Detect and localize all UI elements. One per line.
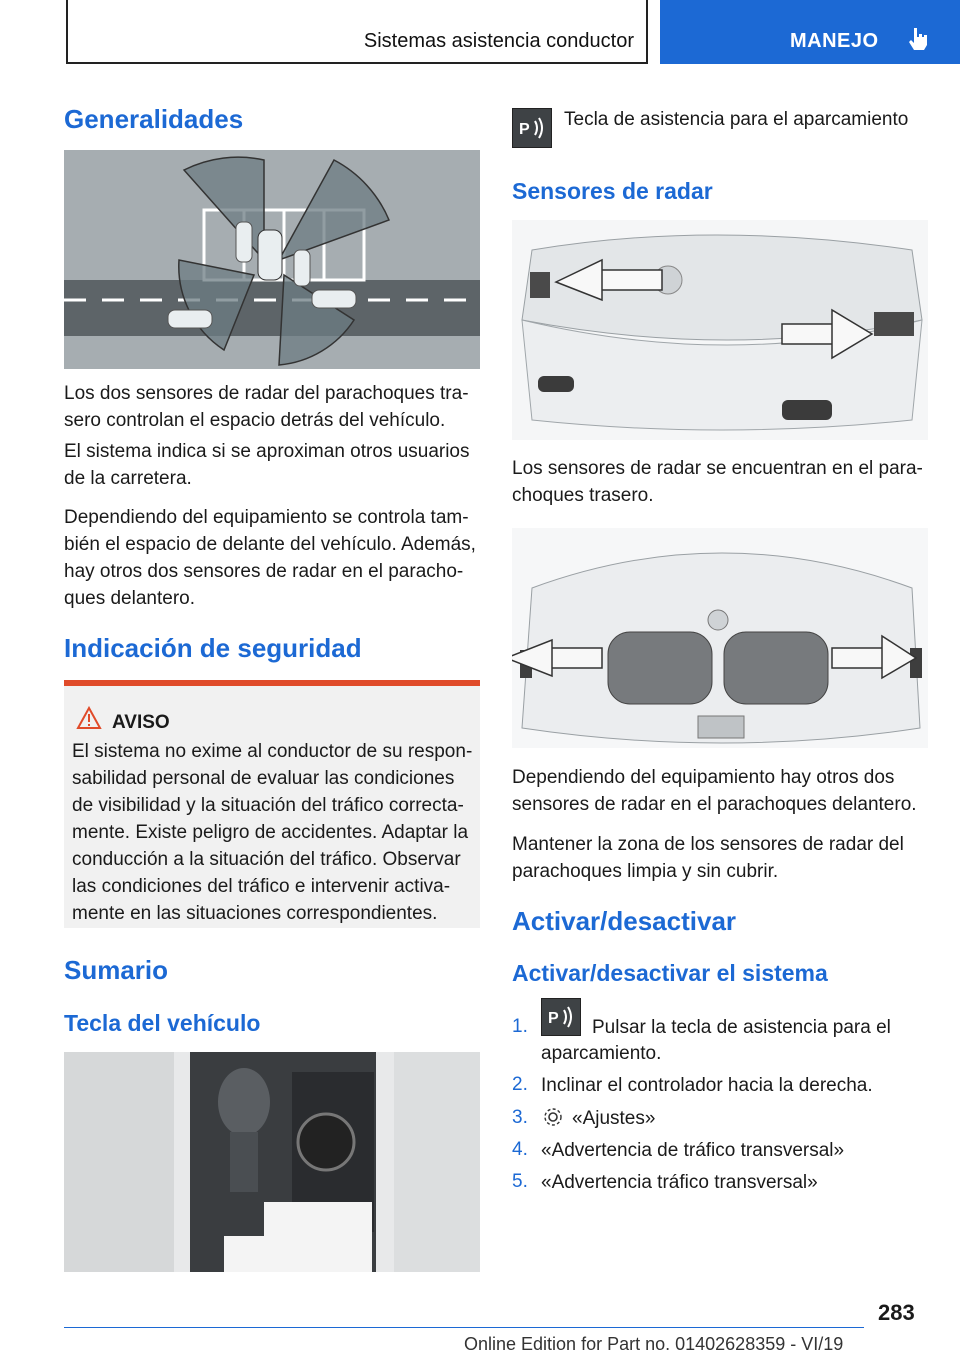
paragraph-system-indicates: El sistema indica si se aproximan otros usuarios de la carretera. (64, 441, 470, 489)
warning-title: AVISO (112, 712, 170, 733)
heading-tecla-vehiculo: Tecla del vehículo (64, 1010, 261, 1036)
heading-activar-desactivar: Activar/desactivar (512, 906, 737, 936)
vehicle-console-photo (64, 1052, 480, 1272)
footer-edition: Online Edition for Part no. 01402628359 - VI/19 (464, 1334, 844, 1354)
step-number: 5. (512, 1171, 528, 1192)
parking-assist-key-icon (512, 108, 552, 148)
header-chapter-tab[interactable] (660, 0, 960, 64)
step-number: 1. (512, 1016, 528, 1037)
step-number: 2. (512, 1074, 528, 1095)
heading-sumario: Sumario (64, 955, 169, 985)
header-section-box (66, 0, 648, 64)
key-caption: Tecla de asistencia para el aparcamiento (564, 109, 909, 130)
step-number: 3. (512, 1107, 528, 1128)
warning-triangle-icon (76, 706, 102, 730)
svg-text:P: P (519, 121, 530, 138)
svg-text:P: P (548, 1010, 559, 1027)
step-text-continued: aparcamiento. (541, 1043, 662, 1064)
paragraph-front-sensors: Dependiendo del equipamiento se controla también el espacio de delante del vehículo. Además, hay otros dos sensores de radar en el parachoques delantero. (64, 507, 476, 609)
paragraph-keep-clean: Mantener la zona de los sensores de radar del parachoques limpia y sin cubrir. (512, 834, 904, 882)
heading-indicacion-seguridad: Indicación de seguridad (64, 633, 362, 663)
radar-coverage-diagram (64, 150, 480, 369)
gear-icon (542, 1106, 564, 1128)
parking-assist-key-icon (541, 998, 581, 1036)
footer-divider (64, 1327, 864, 1328)
warning-box (64, 680, 480, 928)
step-text: «Advertencia de tráfico transversal» (541, 1140, 845, 1161)
step-text: Pulsar la tecla de asistencia para el (592, 1017, 891, 1038)
heading-generalidades: Generalidades (64, 104, 244, 134)
warning-text: El sistema no exime al conductor de su responsabilidad personal de evaluar las condiciones de visibilidad y la situación del tráfico correctamente. Existe peligro de accidentes. Adaptar la conducción a la situación del tráfico. Observar las condiciones del tráfico e intervenir activamente en las situaciones correspondientes. (72, 741, 473, 924)
paragraph-rear-location: Los sensores de radar se encuentran en el parachoques trasero. (512, 458, 923, 506)
header-chapter-label: MANEJO (790, 30, 879, 52)
paragraph-rear-sensors: Los dos sensores de radar del parachoques trasero controlan el espacio detrás del vehículo. (64, 383, 469, 431)
header-section-title: Sistemas asistencia conductor (363, 30, 634, 52)
paragraph-front-location: Dependiendo del equipamiento hay otros dos sensores de radar en el parachoques delantero. (512, 767, 917, 815)
step-text: «Ajustes» (572, 1108, 656, 1129)
page-number: 283 (878, 1300, 915, 1325)
step-text: «Advertencia tráfico transversal» (541, 1172, 818, 1193)
pointing-hand-icon (906, 26, 932, 52)
heading-activar-desactivar-sistema: Activar/desactivar el sistema (512, 960, 828, 986)
heading-sensores-radar: Sensores de radar (512, 178, 713, 204)
step-text: Inclinar el controlador hacia la derecha. (541, 1075, 873, 1096)
front-bumper-photo (512, 528, 928, 748)
rear-bumper-photo (512, 220, 928, 440)
step-number: 4. (512, 1139, 528, 1160)
